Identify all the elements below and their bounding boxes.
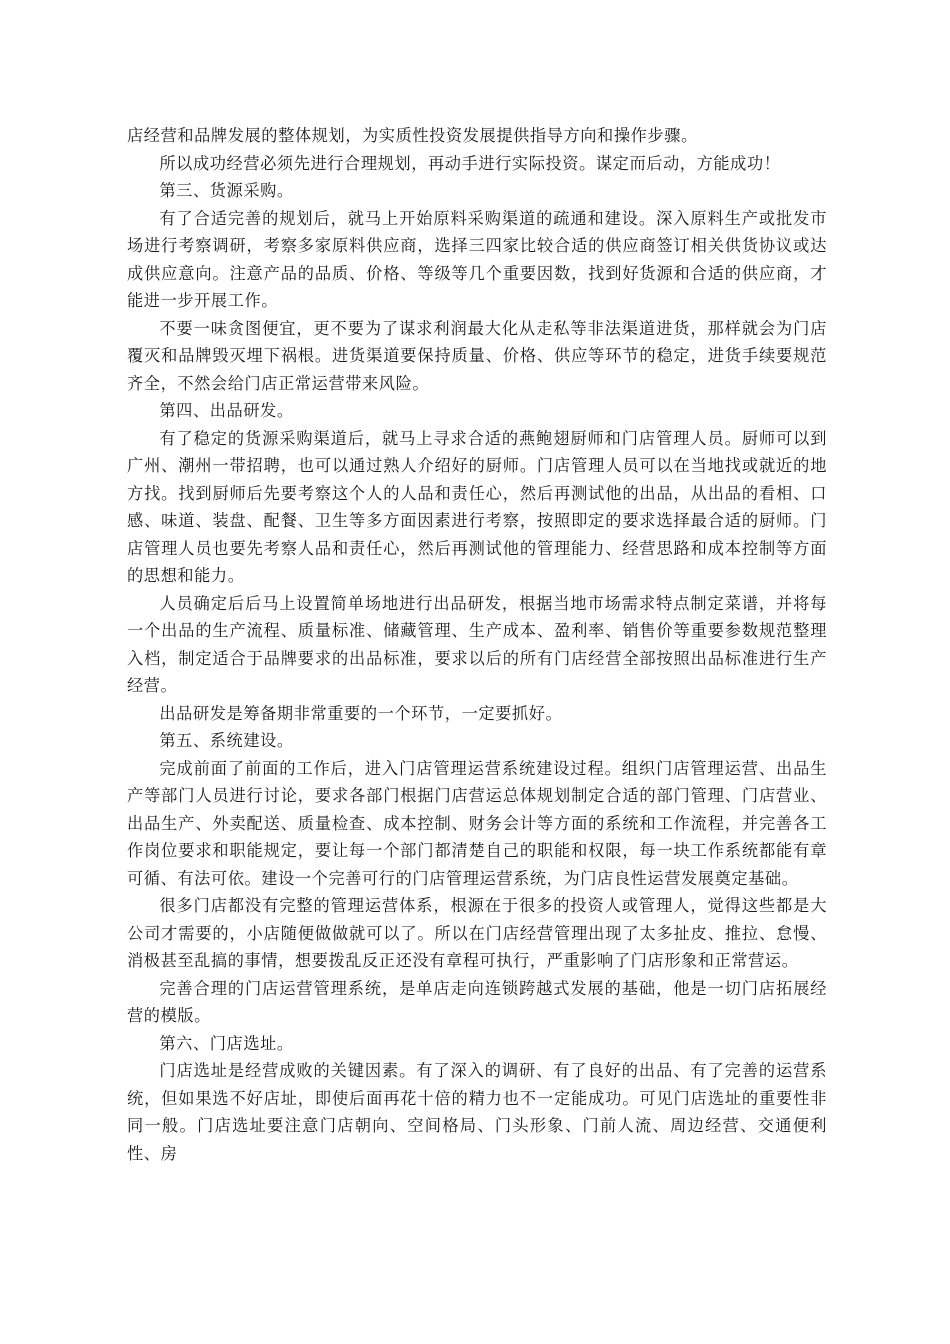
section-heading: 第五、系统建设。 xyxy=(159,731,294,750)
paragraph: 出品研发是筹备期非常重要的一个环节，一定要抓好。 xyxy=(159,703,563,723)
paragraph: 很多门店都没有完整的管理运营体系，根源在于很多的投资人或管理人，觉得这些都是大公司才需要的，小店随便做做就可以了。所以在门店经营管理出现了太多扯皮、推拉、怠慢、消极甚至乱搞的事情，想要拨乱反正还没有章程可执行，严重影响了门店形象和正常营运。 xyxy=(127,896,827,970)
paragraph: 完善合理的门店运营管理系统，是单店走向连锁跨越式发展的基础，他是一切门店拓展经营的模版。 xyxy=(127,978,827,1025)
paragraph: 人员确定后后马上设置简单场地进行出品研发，根据当地市场需求特点制定菜谱，并将每一个出品的生产流程、质量标准、储藏管理、生产成本、盈利率、销售价等重要参数规范整理入档，制定适合于品牌要求的出品标准，要求以后的所有门店经营全部按照出品标准进行生产经营。 xyxy=(127,593,827,695)
paragraph: 有了稳定的货源采购渠道后，就马上寻求合适的燕鲍翅厨师和门店管理人员。厨师可以到广州、潮州一带招聘，也可以通过熟人介绍好的厨师。门店管理人员可以在当地找或就近的地方找。找到厨师后先要考察这个人的人品和责任心，然后再测试他的出品，从出品的看相、口感、味道、装盘、配餐、卫生等多方面因素进行考察，按照即定的要求选择最合适的厨师。门店管理人员也要先考察人品和责任心，然后再测试他的管理能力、经营思路和成本控制等方面的思想和能力。 xyxy=(127,428,827,585)
paragraph: 门店选址是经营成败的关键因素。有了深入的调研、有了良好的出品、有了完善的运营系统，但如果选不好店址，即使后面再花十倍的精力也不一定能成功。可见门店选址的重要性非同一般。门店选址要注意门店朝向、空间格局、门头形象、门前人流、周边经营、交通便利性、房 xyxy=(127,1061,827,1163)
paragraph: 有了合适完善的规划后，就马上开始原料采购渠道的疏通和建设。深入原料生产或批发市场进行考察调研，考察多家原料供应商，选择三四家比较合适的供应商签订相关供货协议或达成供应意向。注意产品的品质、价格、等级等几个重要因数，找到好货源和合适的供应商，才能进一步开展工作。 xyxy=(127,208,827,310)
section-heading: 第四、出品研发。 xyxy=(159,401,294,420)
paragraph: 所以成功经营必须先进行合理规划，再动手进行实际投资。谋定而后动，方能成功！ xyxy=(159,153,781,173)
paragraph: 店经营和品牌发展的整体规划，为实质性投资发展提供指导方向和操作步骤。 xyxy=(127,126,698,145)
paragraph: 不要一味贪图便宜，更不要为了谋求利润最大化从走私等非法渠道进货，那样就会为门店覆灭和品牌毁灭埋下祸根。进货渠道要保持质量、价格、供应等环节的稳定，进货手续要规范齐全，不然会给门店正常运营带来风险。 xyxy=(127,318,827,393)
section-heading: 第六、门店选址。 xyxy=(159,1033,294,1053)
paragraph: 完成前面了前面的工作后，进入门店管理运营系统建设过程。组织门店管理运营、出品生产等部门人员进行讨论，要求各部门根据门店营运总体规划制定合适的部门管理、门店营业、出品生产、外卖配送、质量检查、成本控制、财务会计等方面的系统和工作流程，并完善各工作岗位要求和职能规定，要让每一个部门都清楚自己的职能和权限，每一块工作系统都能有章可循、有法可依。建设一个完善可行的门店管理运营系统，为门店良性运营发展奠定基础。 xyxy=(127,758,827,888)
section-heading: 第三、货源采购。 xyxy=(159,181,294,200)
document-body xyxy=(127,122,827,1167)
